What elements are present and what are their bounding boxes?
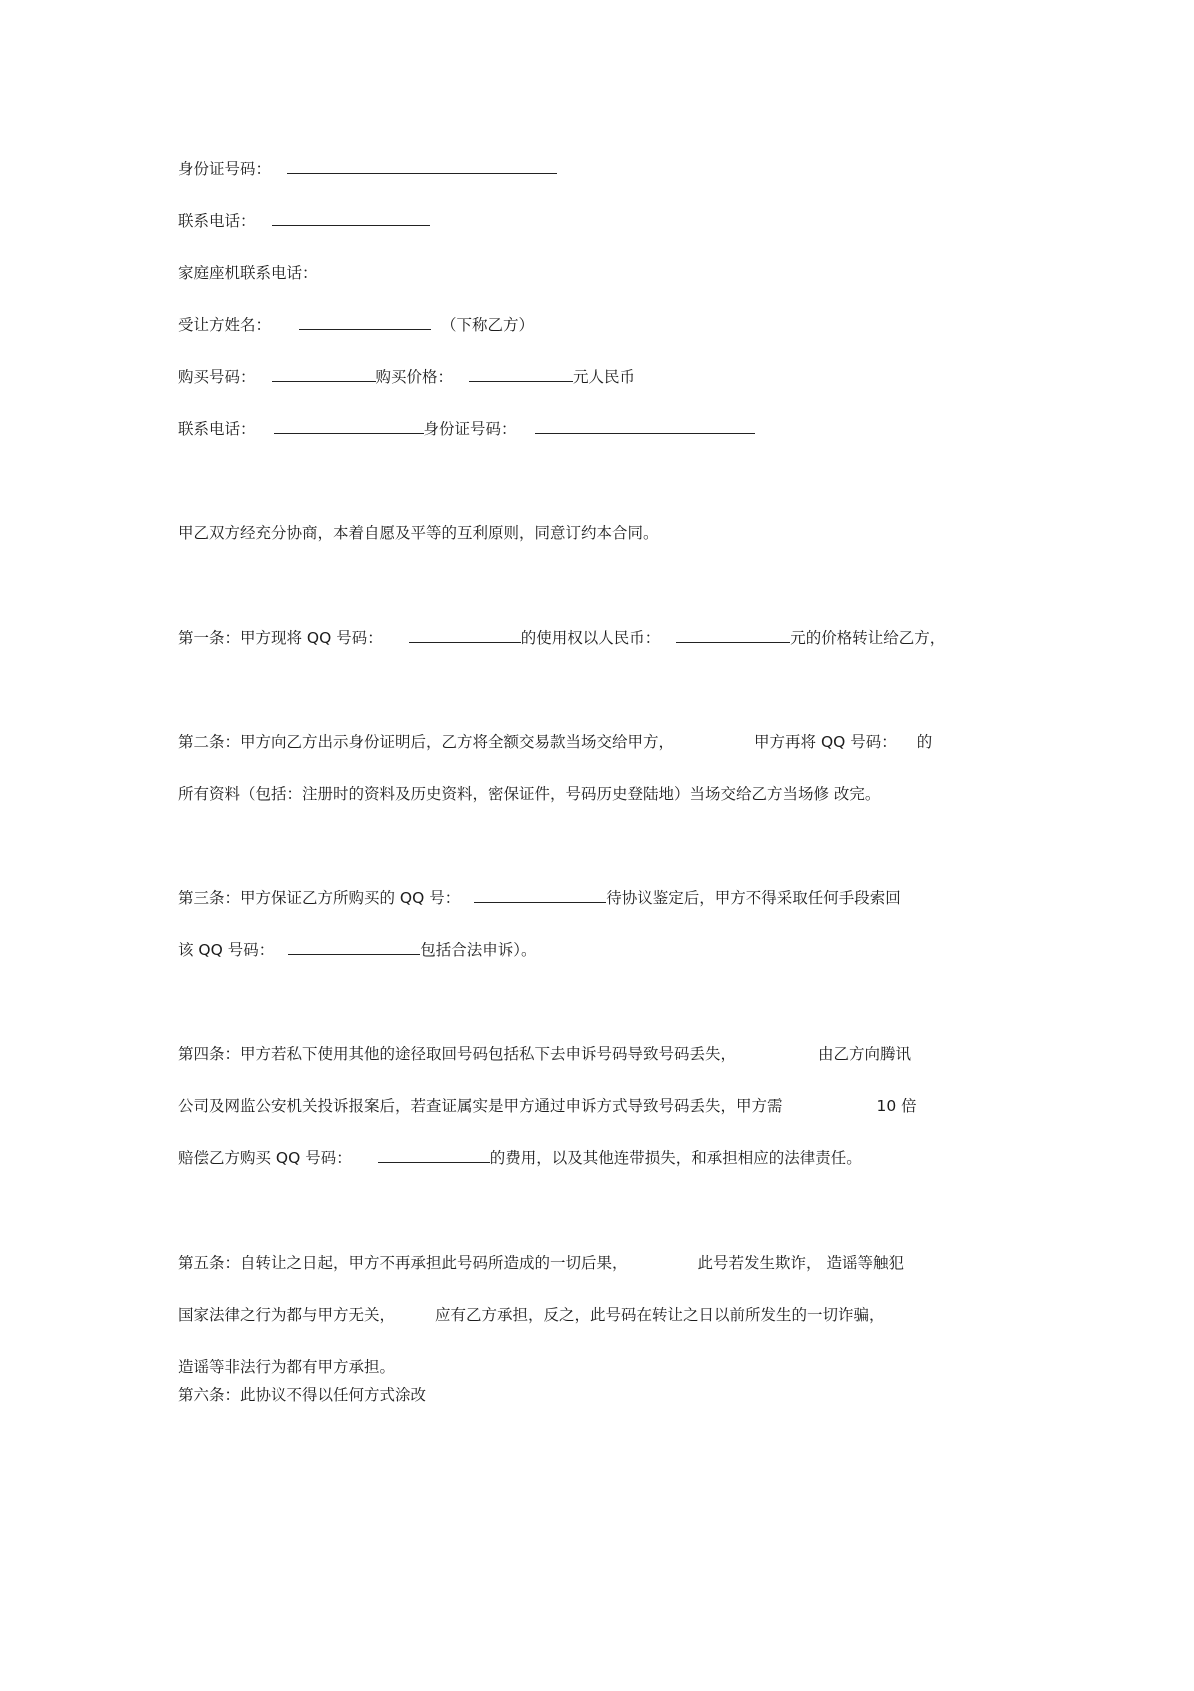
clause-4-text-d: 10 倍 xyxy=(876,1097,917,1115)
clause-4-line-3 xyxy=(178,1147,862,1169)
buyer-price-label: 购买价格： xyxy=(375,368,454,386)
buyer-contact-line xyxy=(178,418,755,440)
buyer-number-label: 购买号码： xyxy=(178,368,256,386)
clause-1-mid: 的使用权以人民币： xyxy=(520,629,661,647)
clause-3-text-d: 包括合法申诉）。 xyxy=(420,941,537,959)
clause-5-text-b: 此号若发生欺诈， 造谣等触犯 xyxy=(697,1254,904,1272)
clause-5-text-c: 国家法律之行为都与甲方无关， xyxy=(178,1306,396,1324)
seller-phone-line xyxy=(178,210,430,232)
clause-4-text-c: 公司及网监公安机关投诉报案后，若查证属实是甲方通过申诉方式导致号码丢失，甲方需 xyxy=(178,1097,783,1115)
buyer-name-suffix: （下称乙方） xyxy=(441,316,535,334)
buyer-price-suffix: 元人民币 xyxy=(573,368,636,386)
clause-2-text-a: 第二条：甲方向乙方出示身份证明后，乙方将全额交易款当场交给甲方， xyxy=(178,733,675,751)
clause-4-text-f: 的费用，以及其他连带损失，和承担相应的法律责任。 xyxy=(489,1149,862,1167)
clause-5-line-3: 造谣等非法行为都有甲方承担。 xyxy=(178,1358,396,1376)
buyer-id-blank[interactable] xyxy=(535,418,755,434)
seller-landline-line xyxy=(178,262,318,284)
clause-3-qq-blank[interactable] xyxy=(474,887,606,903)
clause-1-prefix: 第一条：甲方现将 QQ 号码： xyxy=(178,629,383,647)
buyer-id-label: 身份证号码： xyxy=(423,420,517,438)
clause-4-line-1 xyxy=(178,1043,911,1065)
clause-3-line-2 xyxy=(178,939,537,961)
seller-phone-label: 联系电话： xyxy=(178,212,256,230)
clause-6: 第六条：此协议不得以任何方式涂改 xyxy=(178,1386,427,1404)
clause-4-line-2 xyxy=(178,1095,917,1117)
clause-4-qq-blank[interactable] xyxy=(378,1147,490,1163)
clause-3-qq2-blank[interactable] xyxy=(288,939,420,955)
seller-id-label: 身份证号码： xyxy=(178,160,272,178)
clause-2-line-1 xyxy=(178,731,932,753)
clause-1-suffix: 元的价格转让给乙方， xyxy=(790,629,946,647)
buyer-name-line xyxy=(178,314,534,336)
clause-3-text-c: 该 QQ 号码： xyxy=(178,941,275,959)
buyer-name-label: 受让方姓名： xyxy=(178,316,272,334)
clause-5-line-2 xyxy=(178,1304,885,1326)
clause-5-text-d: 应有乙方承担，反之，此号码在转让之日以前所发生的一切诈骗， xyxy=(435,1306,885,1324)
clause-2-text-c: 的 xyxy=(916,733,933,751)
seller-id-line xyxy=(178,158,557,180)
clause-4-text-e: 赔偿乙方购买 QQ 号码： xyxy=(178,1149,352,1167)
buyer-name-blank[interactable] xyxy=(299,314,431,330)
clause-5-line-1 xyxy=(178,1252,904,1274)
clause-5-text-a: 第五条：自转让之日起，甲方不再承担此号码所造成的一切后果， xyxy=(178,1254,628,1272)
clause-1-price-blank[interactable] xyxy=(676,627,790,643)
clause-4-text-a: 第四条：甲方若私下使用其他的途径取回号码包括私下去申诉号码导致号码丢失， xyxy=(178,1045,737,1063)
buyer-phone-blank[interactable] xyxy=(274,418,424,434)
clause-1 xyxy=(178,627,945,649)
buyer-phone-label: 联系电话： xyxy=(178,420,256,438)
clause-4-text-b: 由乙方向腾讯 xyxy=(818,1045,912,1063)
clause-2-line-2: 所有资料（包括：注册时的资料及历史资料，密保证件，号码历史登陆地）当场交给乙方当场修 改完。 xyxy=(178,785,881,803)
clause-1-qq-blank[interactable] xyxy=(409,627,521,643)
seller-landline-label: 家庭座机联系电话： xyxy=(178,264,318,282)
buyer-price-blank[interactable] xyxy=(469,366,573,382)
seller-phone-blank[interactable] xyxy=(272,210,430,226)
buyer-number-line xyxy=(178,366,635,388)
clause-3-text-b: 待协议鉴定后，甲方不得采取任何手段索回 xyxy=(606,889,901,907)
clause-3-line-1 xyxy=(178,887,901,909)
clause-2-text-b: 甲方再将 QQ 号码： xyxy=(754,733,897,751)
buyer-number-blank[interactable] xyxy=(272,366,376,382)
seller-id-blank[interactable] xyxy=(287,158,557,174)
intro-paragraph: 甲乙双方经充分协商，本着自愿及平等的互利原则，同意订约本合同。 xyxy=(178,524,659,542)
clause-3-text-a: 第三条：甲方保证乙方所购买的 QQ 号： xyxy=(178,889,461,907)
